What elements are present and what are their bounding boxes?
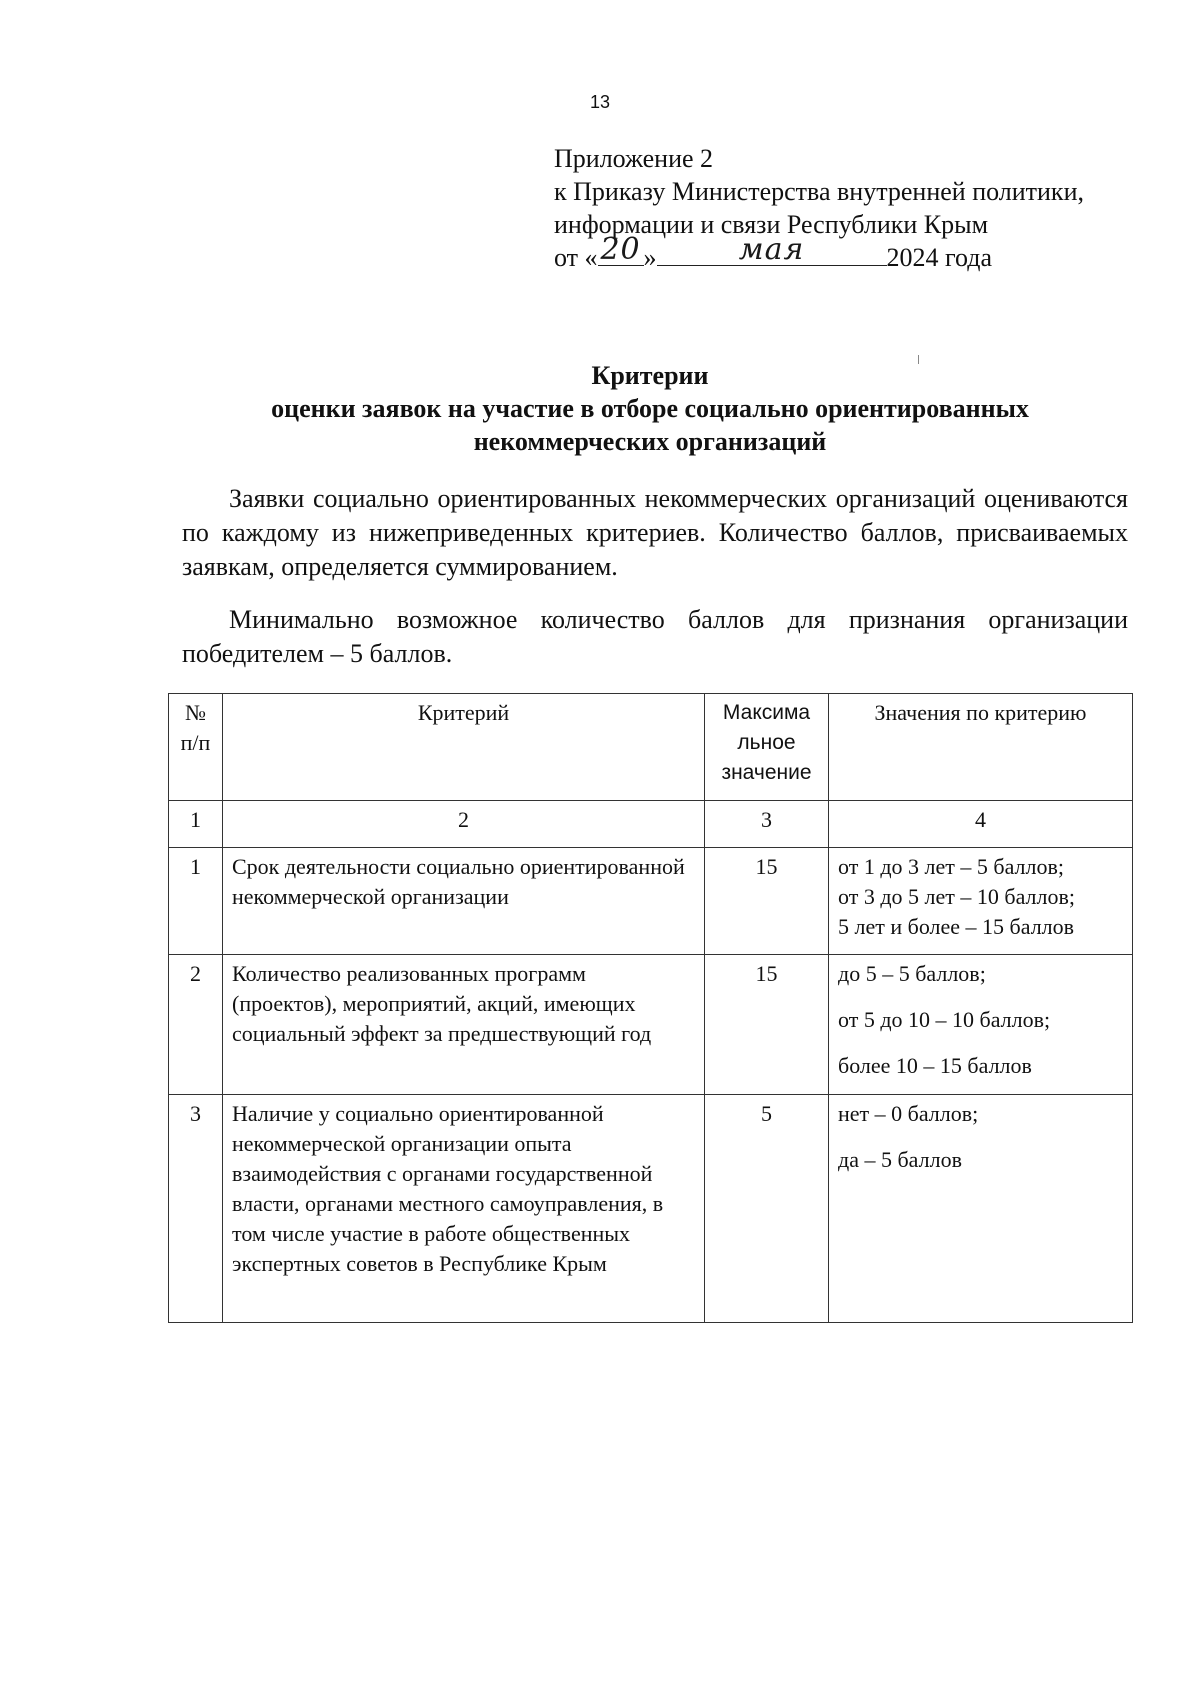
criteria-table <box>168 693 1133 1323</box>
table-row <box>169 1095 1133 1323</box>
row-value-item: от 3 до 5 лет – 10 баллов; <box>838 884 1075 909</box>
date-month-handwritten: мая <box>738 232 805 267</box>
date-prefix: от « <box>554 243 598 272</box>
row-value-item: да – 5 баллов <box>838 1147 962 1172</box>
column-number: 4 <box>829 801 1133 848</box>
header-max-line-2: льное <box>737 731 796 754</box>
row-max-value: 5 <box>705 1095 829 1323</box>
table-row <box>169 848 1133 955</box>
row-number: 1 <box>169 848 223 955</box>
column-number: 1 <box>169 801 223 848</box>
annex-date <box>554 232 1084 274</box>
row-criterion: Количество реализованных программ (проектов), мероприятий, акций, имеющих социальный эффект за предшествующий год <box>223 955 705 1095</box>
date-month-blank <box>657 232 887 267</box>
date-day-handwritten: 20 <box>600 232 641 267</box>
row-values <box>829 848 1133 955</box>
header-max-line-1: Максима <box>722 701 811 724</box>
row-value-item: более 10 – 15 баллов <box>838 1053 1032 1078</box>
row-value-item: от 1 до 3 лет – 5 баллов; <box>838 854 1064 879</box>
date-mid: » <box>643 243 657 272</box>
header-number-line-1: № <box>185 700 206 725</box>
row-criterion: Срок деятельности социально ориентированной некоммерческой организации <box>223 848 705 955</box>
column-number-row <box>169 801 1133 848</box>
header-criterion: Критерий <box>223 694 705 801</box>
row-max-value: 15 <box>705 955 829 1095</box>
row-criterion: Наличие у социально ориентированной некоммерческой организации опыта взаимодействия с органами государственной власти, органами местного самоуправления, в том числе участие в работе общественных экспертных советов в Республике Крым <box>223 1095 705 1323</box>
intro-paragraph: Заявки социально ориентированных некоммерческих организаций оцениваются по каждому из нижеприведенных критериев. Количество баллов, присваиваемых заявкам, определяется суммированием. <box>182 484 1128 581</box>
minimum-score-paragraph: Минимально возможное количество баллов для признания организации победителем – 5 баллов. <box>182 605 1128 668</box>
row-value-item: до 5 – 5 баллов; <box>838 961 986 986</box>
table-row <box>169 955 1133 1095</box>
row-values <box>829 955 1133 1095</box>
row-value-item: от 5 до 10 – 10 баллов; <box>838 1007 1051 1032</box>
title-line-1: Критерии <box>591 361 709 390</box>
date-day-blank <box>598 232 644 267</box>
column-number: 3 <box>705 801 829 848</box>
header-max-value <box>705 694 829 801</box>
page-number: 13 <box>589 92 611 112</box>
document-title <box>0 359 1200 458</box>
row-value-item: нет – 0 баллов; <box>838 1101 979 1126</box>
row-max-value: 15 <box>705 848 829 955</box>
row-values <box>829 1095 1133 1323</box>
header-number <box>169 694 223 801</box>
column-number: 2 <box>223 801 705 848</box>
annex-block <box>554 142 1084 274</box>
title-line-2: оценки заявок на участие в отборе социально ориентированных <box>271 394 1029 423</box>
title-line-3: некоммерческих организаций <box>473 427 827 456</box>
date-year: 2024 года <box>886 243 993 272</box>
header-max-line-3: значение <box>721 761 812 784</box>
header-number-line-2: п/п <box>180 730 211 755</box>
table-header-row <box>169 694 1133 801</box>
row-number: 3 <box>169 1095 223 1323</box>
row-value-item: 5 лет и более – 15 баллов <box>838 914 1075 939</box>
annex-order-reference: к Приказу Министерства внутренней политики, <box>554 177 1084 206</box>
annex-title: Приложение 2 <box>554 144 714 173</box>
row-number: 2 <box>169 955 223 1095</box>
annex-ministry: информации и связи Республики Крым <box>554 210 989 239</box>
header-values: Значения по критерию <box>829 694 1133 801</box>
